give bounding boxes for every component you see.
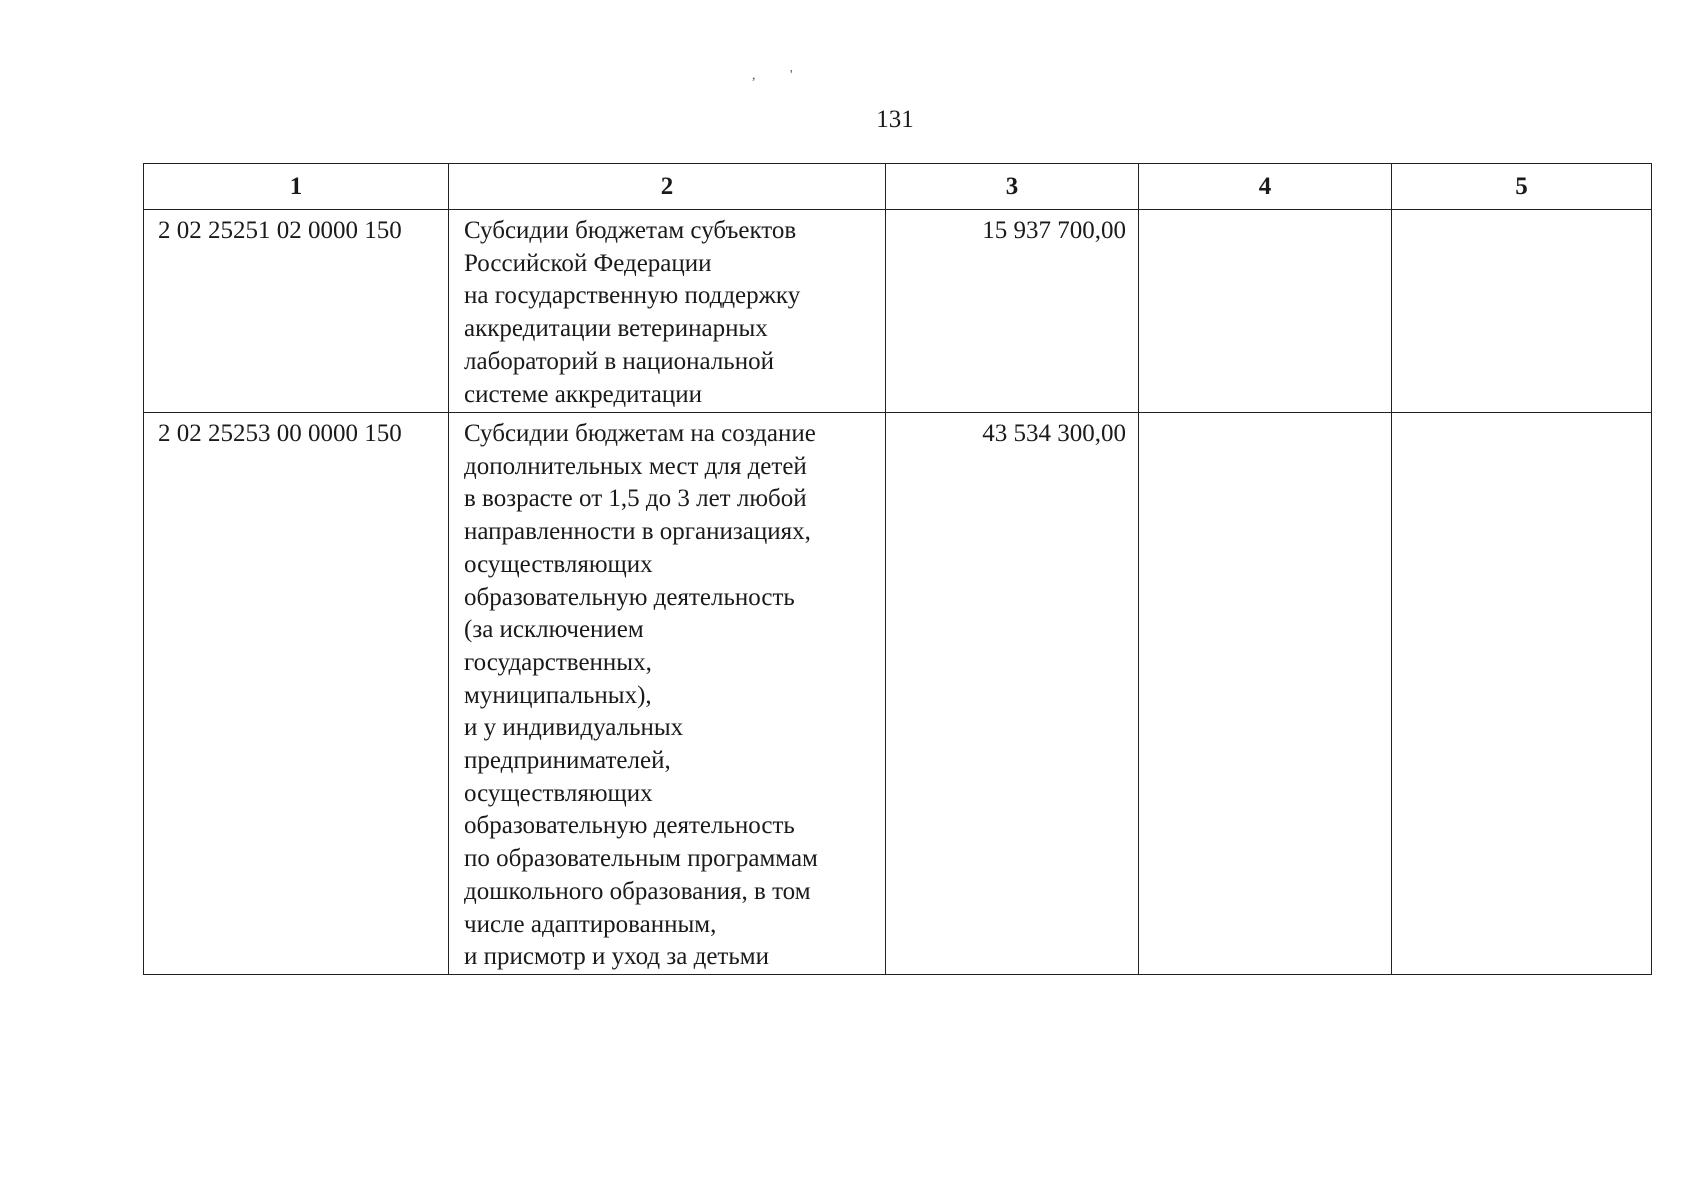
description-line: направленности в организациях, <box>464 518 811 546</box>
description-line: по образовательным программам <box>464 845 818 873</box>
column-header: 3 <box>886 164 1139 210</box>
budget-code-cell: 2 02 25251 02 0000 150 <box>144 210 449 413</box>
column-header: 4 <box>1139 164 1392 210</box>
empty-cell <box>1392 413 1652 975</box>
amount-cell: 15 937 700,00 <box>886 210 1139 413</box>
description-line: и присмотр и уход за детьми <box>464 943 769 971</box>
description-line: и у индивидуальных <box>464 714 684 742</box>
description-line: осуществляющих <box>464 779 653 807</box>
description-line: Субсидии бюджетам на создание <box>464 420 816 447</box>
page-number: 131 <box>876 106 914 133</box>
description-cell <box>449 413 886 975</box>
description-line: лабораторий в национальной <box>464 347 774 375</box>
description-line: образовательную деятельность <box>464 583 795 611</box>
empty-cell <box>1139 413 1392 975</box>
description-line: аккредитации ветеринарных <box>464 315 768 343</box>
budget-code-cell: 2 02 25253 00 0000 150 <box>144 413 449 975</box>
description-line: образовательную деятельность <box>464 812 795 840</box>
column-header: 5 <box>1392 164 1652 210</box>
description-line: в возрасте от 1,5 до 3 лет любой <box>464 485 807 513</box>
description-line: Субсидии бюджетам субъектов <box>464 217 797 244</box>
description-line: государственных, <box>464 648 652 676</box>
header-row <box>144 164 1652 210</box>
empty-cell <box>1139 210 1392 413</box>
description-cell <box>449 210 886 413</box>
description-line: дошкольного образования, в том <box>464 877 811 905</box>
description-line: муниципальных), <box>464 681 652 709</box>
amount-cell: 43 534 300,00 <box>886 413 1139 975</box>
description-line: дополнительных мест для детей <box>464 452 807 480</box>
scan-mark: , <box>752 68 756 83</box>
budget-table <box>143 163 1652 975</box>
description-line: на государственную поддержку <box>464 282 801 310</box>
description-line: (за исключением <box>464 616 644 644</box>
description-line: Российской Федерации <box>464 249 712 277</box>
empty-cell <box>1392 210 1652 413</box>
table-row <box>144 210 1652 413</box>
description-line: осуществляющих <box>464 550 653 578</box>
description-line: числе адаптированным, <box>464 910 717 938</box>
scan-mark: ' <box>790 68 793 83</box>
column-header: 2 <box>449 164 886 210</box>
description-line: предпринимателей, <box>464 747 671 775</box>
description-line: системе аккредитации <box>464 380 702 408</box>
table-row <box>144 413 1652 975</box>
column-header: 1 <box>144 164 449 210</box>
